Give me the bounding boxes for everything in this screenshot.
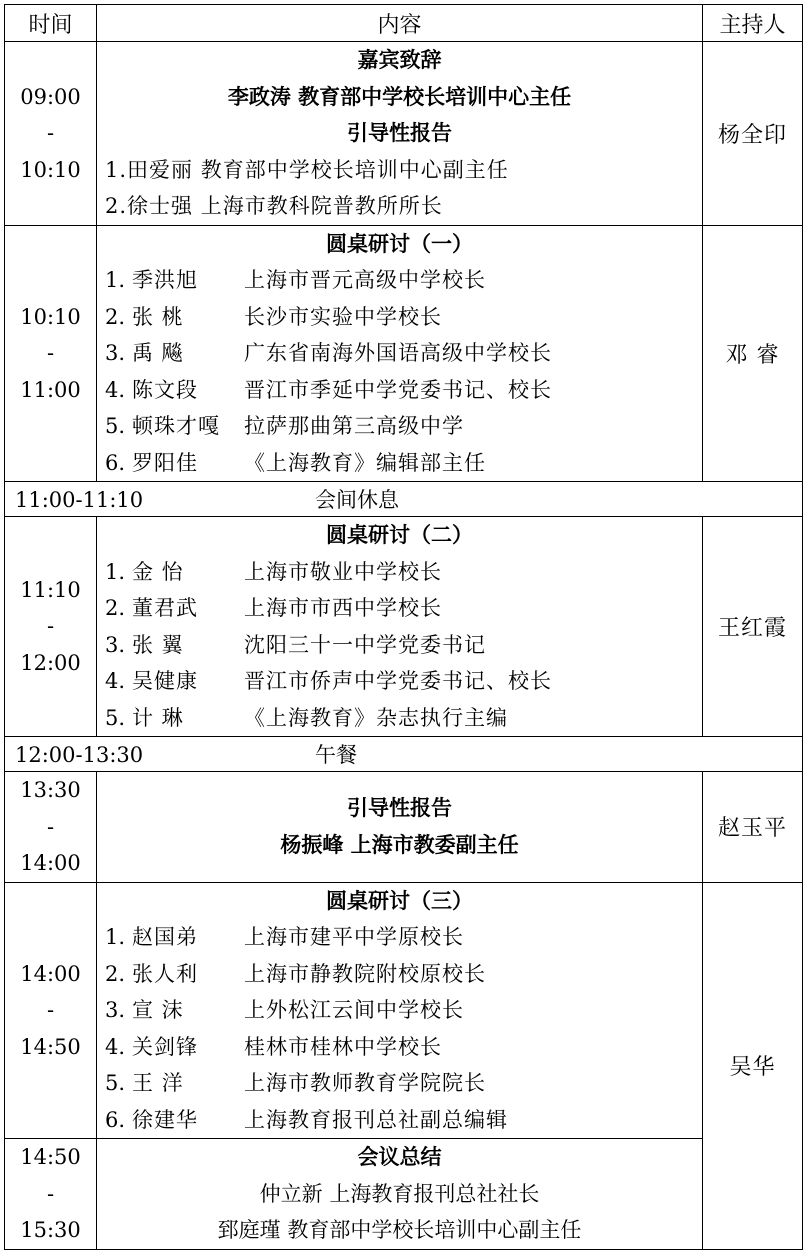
- session-content: [97, 517, 703, 737]
- session-time: 14:00 - 14:50: [5, 882, 97, 1139]
- list-item: 6. 罗阳佳 《上海教育》编辑部主任: [105, 450, 486, 475]
- session-host: 吴华: [703, 882, 803, 1249]
- list-item: 4. 陈文段 晋江市季延中学党委书记、校长: [105, 377, 552, 402]
- session-row: [5, 517, 803, 737]
- session-title: 嘉宾致辞: [357, 48, 442, 72]
- list-item: 4. 吴健康 晋江市侨声中学党委书记、校长: [105, 669, 552, 693]
- list-item: 6. 徐建华 上海教育报刊总社副总编辑: [105, 1107, 508, 1132]
- list-item: 1. 赵国弟 上海市建平中学原校长: [105, 925, 464, 949]
- session-row: [5, 882, 803, 1139]
- header-content: 内容: [97, 5, 703, 42]
- session-subtitle: 杨振峰 上海市教委副主任: [280, 832, 519, 857]
- session-time: 14:50 - 15:30: [5, 1139, 97, 1250]
- speaker-line: 1.田爱丽 教育部中学校长培训中心副主任: [105, 157, 509, 182]
- session-content: [97, 225, 703, 482]
- session-host: 王红霞: [703, 517, 803, 737]
- session-title: 会议总结: [357, 1145, 442, 1169]
- list-item: 1. 金 怡 上海市敬业中学校长: [105, 559, 442, 584]
- session-title: 圆桌研讨（二）: [326, 523, 473, 547]
- list-item: 3. 张 翼 沈阳三十一中学党委书记: [105, 632, 486, 657]
- session-host: 赵玉平: [703, 772, 803, 883]
- header-host: 主持人: [703, 5, 803, 42]
- list-item: 1. 季洪旭 上海市晋元高级中学校长: [105, 268, 486, 292]
- session-subtitle: 李政涛 教育部中学校长培训中心主任: [227, 84, 572, 109]
- speaker-line: 郅庭瑾 教育部中学校长培训中心副主任: [217, 1218, 582, 1242]
- session-time: 11:10 - 12:00: [5, 517, 97, 737]
- list-item: 2. 董君武 上海市市西中学校长: [105, 596, 442, 620]
- break-time: 11:00-11:10: [15, 488, 144, 512]
- session-content: [97, 882, 703, 1139]
- session-title2: 引导性报告: [347, 121, 452, 145]
- list-item: 4. 关剑锋 桂林市桂林中学校长: [105, 1034, 442, 1059]
- list-item: 3. 宣 沫 上外松江云间中学校长: [105, 998, 464, 1022]
- list-item: 2. 张 桃 长沙市实验中学校长: [105, 304, 442, 329]
- list-item: 5. 计 琳 《上海教育》杂志执行主编: [105, 705, 508, 730]
- break-row: [5, 482, 803, 517]
- session-time: 10:10 - 11:00: [5, 225, 97, 482]
- session-time: 13:30 - 14:00: [5, 772, 97, 883]
- schedule-table: [4, 4, 803, 1250]
- session-time: 09:00 - 10:10: [5, 42, 97, 226]
- break-time: 12:00-13:30: [15, 743, 144, 767]
- session-row: [5, 1139, 803, 1250]
- session-row: [5, 225, 803, 482]
- list-item: 5. 顿珠才嘎 拉萨那曲第三高级中学: [105, 414, 464, 438]
- session-host: 杨全印: [703, 42, 803, 226]
- session-title: 圆桌研讨（三）: [326, 888, 473, 913]
- session-row: [5, 772, 803, 883]
- speaker-line: 仲立新 上海教育报刊总社社长: [259, 1181, 540, 1206]
- list-item: 3. 禹 飚 广东省南海外国语高级中学校长: [105, 341, 552, 365]
- session-title: 引导性报告: [347, 796, 452, 821]
- session-host: 邓 睿: [703, 225, 803, 482]
- break-row: [5, 737, 803, 772]
- list-item: 2. 张人利 上海市静教院附校原校长: [105, 961, 486, 986]
- list-item: 5. 王 洋 上海市教师教育学院院长: [105, 1071, 486, 1095]
- break-label: 午餐: [315, 743, 357, 767]
- session-content: [97, 42, 703, 226]
- break-label: 会间休息: [315, 488, 399, 512]
- session-row: [5, 42, 803, 226]
- session-title: 圆桌研讨（一）: [326, 231, 473, 256]
- speaker-line: 2.徐士强 上海市教科院普教所所长: [105, 194, 443, 218]
- header-time: 时间: [5, 5, 97, 42]
- session-content: [97, 1139, 703, 1250]
- session-content: [97, 772, 703, 883]
- header-row: [5, 5, 803, 42]
